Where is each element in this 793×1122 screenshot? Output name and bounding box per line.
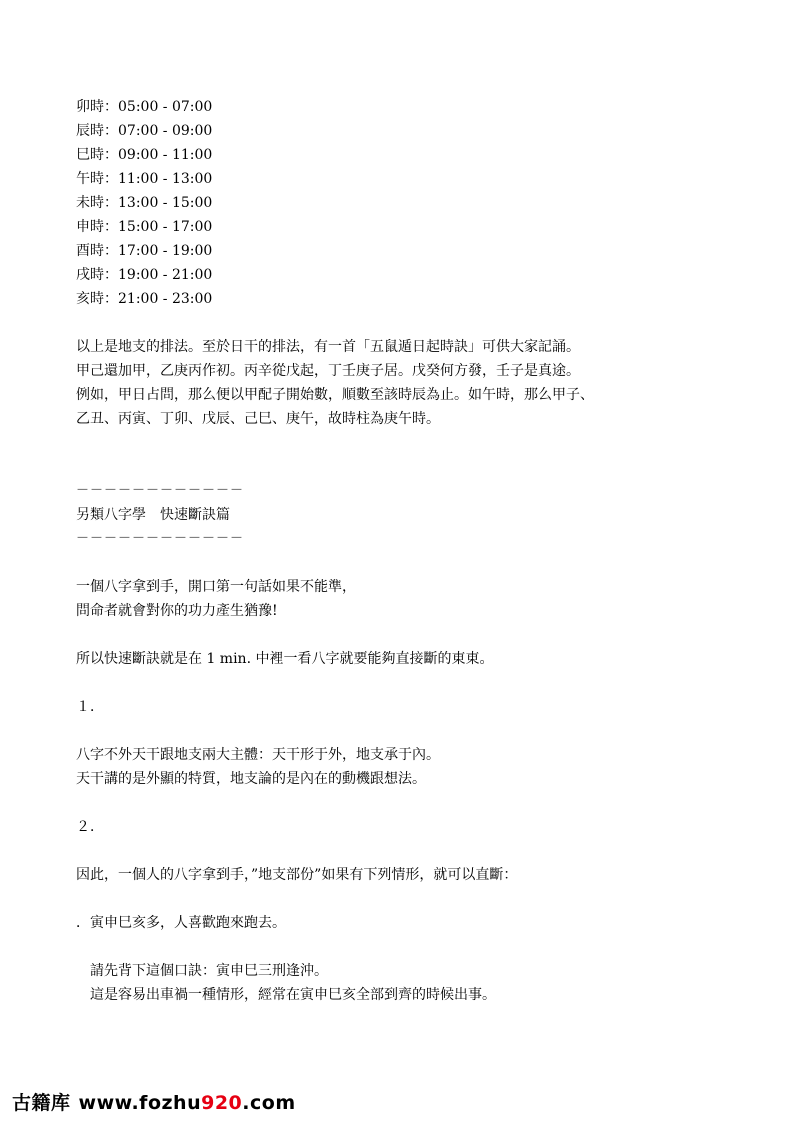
watermark-url-suffix: .com	[242, 1092, 296, 1114]
section-title: 另類八字學 快速斷訣篇	[76, 507, 230, 523]
hour-line: 亥時：21:00 - 23:00	[76, 291, 213, 307]
text-line: 八字不外天干跟地支兩大主體：天干形于外，地支承于內。	[76, 747, 440, 763]
bullet-item: ．寅申巳亥多，人喜歡跑來跑去。	[76, 915, 286, 931]
watermark-cn: 古籍库	[12, 1092, 71, 1114]
watermark-url-prefix: www.fozhu	[78, 1092, 202, 1114]
item-1-body	[76, 743, 756, 791]
text-line: 天干講的是外顯的特質，地支論的是內在的動機跟想法。	[76, 771, 426, 787]
paragraph-rhyme	[76, 335, 756, 431]
hour-line: 卯時：05:00 - 07:00	[76, 99, 213, 115]
text-line: 甲己還加甲，乙庚丙作初。丙辛從戊起，丁壬庚子居。戊癸何方發，壬子是真途。	[76, 363, 580, 379]
watermark-url-red: 920	[201, 1092, 243, 1114]
text-line: 例如，甲日占問，那么便以甲配子開始數，順數至該時辰為止。如午時，那么甲子、	[76, 387, 594, 403]
item-1-label: １．	[76, 699, 104, 715]
hour-line: 酉時：17:00 - 19:00	[76, 243, 213, 259]
text-line: 問命者就會對你的功力產生猶豫!	[76, 603, 278, 619]
divider-top: －－－－－－－－－－－－	[76, 483, 245, 498]
document-body	[76, 95, 756, 1007]
site-watermark	[12, 1088, 296, 1115]
divider-bottom: －－－－－－－－－－－－	[76, 531, 245, 546]
hour-line: 未時：13:00 - 15:00	[76, 195, 213, 211]
hour-line: 辰時：07:00 - 09:00	[76, 123, 213, 139]
bullet-sub-line: 請先背下這個口訣：寅申巳三刑逢沖。	[90, 963, 328, 979]
hour-list	[76, 95, 756, 311]
hour-line: 戌時：19:00 - 21:00	[76, 267, 213, 283]
bullet-sub-line: 這是容易出車禍一種情形，經常在寅申巳亥全部到齊的時候出事。	[90, 987, 496, 1003]
hour-line: 巳時：09:00 - 11:00	[76, 147, 213, 163]
text-line: 因此，一個人的八字拿到手，”地支部份”如果有下列情形，就可以直斷：	[76, 867, 518, 883]
text-line: 以上是地支的排法。至於日干的排法，有一首「五鼠遁日起時訣」可供大家記誦。	[76, 339, 580, 355]
hour-line: 午時：11:00 - 13:00	[76, 171, 213, 187]
hour-line: 申時：15:00 - 17:00	[76, 219, 213, 235]
text-line: 一個八字拿到手，開口第一句話如果不能準，	[76, 579, 356, 595]
text-line: 乙丑、丙寅、丁卯、戊辰、己巳、庚午，故時柱為庚午時。	[76, 411, 440, 427]
text-line: 所以快速斷訣就是在 1 min. 中裡一看八字就要能夠直接斷的東東。	[76, 651, 494, 667]
paragraph-intro	[76, 575, 756, 623]
item-2-label: ２．	[76, 819, 104, 835]
